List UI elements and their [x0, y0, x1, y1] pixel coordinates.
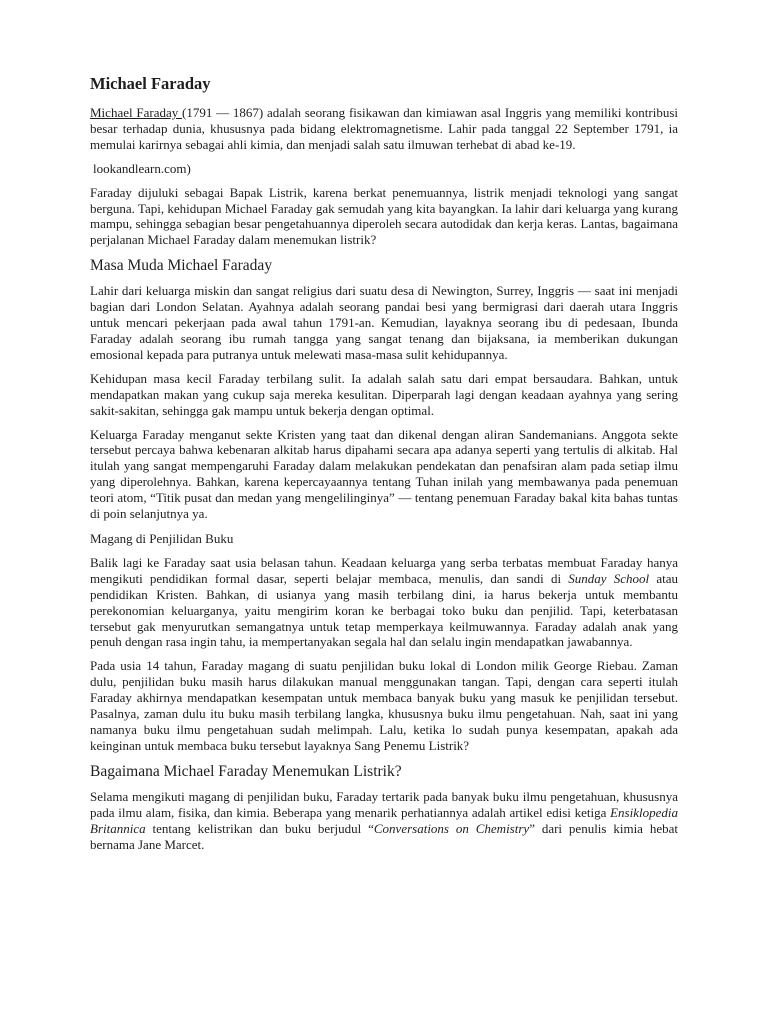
- paragraph-listrik-1: [90, 789, 678, 853]
- paragraph-masa-muda-3: Keluarga Faraday menganut sekte Kristen yang taat dan dikenal dengan aliran Sandemanians. Anggota sekte tersebut percaya bahwa kebenaran alkitab harus dipahami secara apa adanya seperti yang tertulis di alkitab. Hal itulah yang sangat mempengaruhi Faraday dalam melakukan pendekatan dan penafsiran alam pada setiap ilmu yang diperolehnya. Bahkan, karena kepercayaannya tentang Tuhan inilah yang membawanya pada penemuan teori atom, “Titik pusat dan medan yang mengelilinginya” — tentang penemuan Faraday bakal kita bahas tuntas di poin selanjutnya ya.: [90, 426, 678, 522]
- conversations-emphasis: Conversations on Chemistry: [373, 820, 530, 836]
- intro-paragraph: [90, 105, 678, 153]
- ensiklopedia-emphasis: Ensiklopedia Britannica: [90, 804, 678, 836]
- listrik-1-text-c: ” dari penulis kimia hebat bernama Jane Marcet.: [90, 820, 678, 852]
- paragraph-magang-1: [90, 555, 678, 650]
- document-page: [90, 74, 678, 860]
- document-title: Michael Faraday: [90, 74, 211, 93]
- faraday-link[interactable]: Michael Faraday: [90, 105, 183, 120]
- paragraph-masa-muda-2: Kehidupan masa kecil Faraday terbilang sulit. Ia adalah salah satu dari empat bersaudara. Bahkan, untuk mendapatkan makan yang cukup saja mereka kesulitan. Diperparah lagi dengan keadaan ayahnya yang sering sakit-sakitan, sehingga gak mampu untuk bekerja dengan optimal.: [90, 370, 678, 418]
- listrik-1-text-a: Selama mengikuti magang di penjilidan buku, Faraday tertarik pada banyak buku ilmu pengetahuan, khususnya pada ilmu alam, fisika, dan kimia. Beberapa yang menarik perhatiannya adalah artikel edisi ketiga: [90, 788, 678, 820]
- image-caption: lookandlearn.com): [93, 160, 191, 176]
- paragraph-bapak-listrik: Faraday dijuluki sebagai Bapak Listrik, karena berkat penemuannya, listrik menjadi teknologi yang sangat berguna. Tapi, kehidupan Michael Faraday gak semudah yang kita bayangkan. Ia lahir dari keluarga yang kurang mampu, sehingga sebagian besar pengetahuannya diperoleh secara autodidak dan kerja keras. Lantas, bagaimana perjalanan Michael Faraday dalam menemukan listrik?: [90, 184, 678, 248]
- sunday-school-emphasis: Sunday School: [568, 570, 650, 586]
- section-heading-menemukan-listrik: Bagaimana Michael Faraday Menemukan Listrik?: [90, 762, 402, 780]
- listrik-1-text-b: tentang kelistrikan dan buku berjudul “: [145, 820, 374, 836]
- section-heading-masa-muda: Masa Muda Michael Faraday: [90, 257, 273, 275]
- paragraph-masa-muda-1: Lahir dari keluarga miskin dan sangat religius dari suatu desa di Newington, Surrey, Inggris — saat ini menjadi bagian dari London Selatan. Ayahnya adalah seorang pandai besi yang bermigrasi dari daerah utara Inggris untuk mencari pekerjaan pada awal tahun 1791-an. Kemudian, layaknya seorang ibu di pedesaan, Ibunda Faraday adalah seorang ibu rumah tangga yang sangat tenang dan bijaksana, ia memberikan dukungan emosional kepada para putranya untuk melewati masa-masa sulit kehidupannya.: [90, 283, 678, 362]
- subsection-heading-magang: Magang di Penjilidan Buku: [90, 530, 234, 546]
- paragraph-magang-2: Pada usia 14 tahun, Faraday magang di suatu penjilidan buku lokal di London milik George Riebau. Zaman dulu, penjilidan buku masih harus dilakukan manual menggunakan tangan. Tapi, dengan cara seperti itulah Faraday akhirnya mendapatkan kesempatan untuk membaca banyak buku yang masuk ke penjilidan tersebut. Pasalnya, zaman dulu itu buku masih terbilang langka, khususnya buku ilmu pengetahuan. Nah, saat ini yang namanya buku ilmu pengetahuan sudah melimpah. Lalu, ketika lo sudah punya kesempatan, apakah ada keinginan untuk membaca buku tersebut layaknya Sang Penemu Listrik?: [90, 658, 678, 753]
- intro-text: (1791 — 1867) adalah seorang fisikawan dan kimiawan asal Inggris yang memiliki kontribusi besar terhadap dunia, khususnya pada bidang elektromagnetisme. Lahir pada tanggal 22 September 1791, ia memulai karirnya sebagai ahli kimia, dan menjadi salah satu ilmuwan terhebat di abad ke-19.: [90, 105, 678, 152]
- magang-1-text-b: atau pendidikan Kristen. Bahkan, di usianya yang masih terbilang dini, ia harus bekerja untuk membantu perekonomian keluarganya, yaitu mengirim koran ke berbagai toko buku dan penjilid. Tapi, keterbatasan tersebut gak menyurutkan semangatnya untuk tetap memperkaya keilmuwannya. Faraday adalah anak yang penuh dengan rasa ingin tahu, ia mempertanyakan segala hal dan selalu ingin mendapatkan jawabannya.: [90, 570, 678, 650]
- magang-1-text-a: Balik lagi ke Faraday saat usia belasan tahun. Keadaan keluarga yang serba terbatas membuat Faraday hanya mengikuti pendidikan formal dasar, seperti belajar membaca, menulis, dan sandi di: [90, 554, 678, 586]
